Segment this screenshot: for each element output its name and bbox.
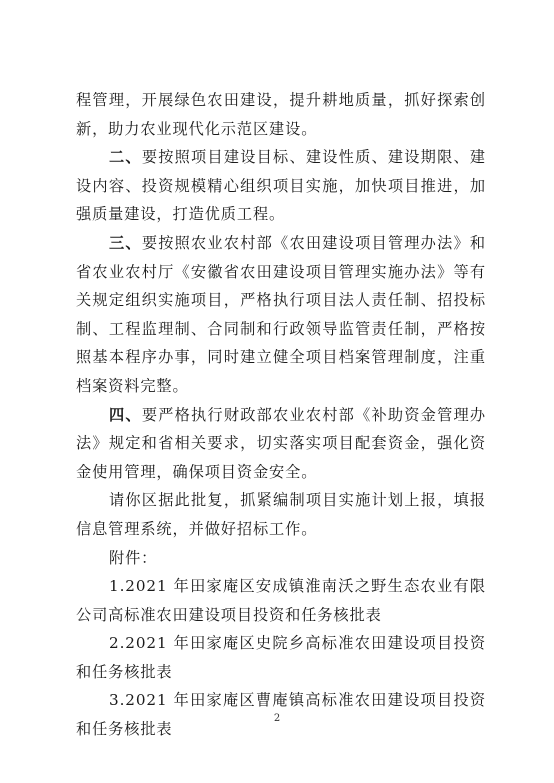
attachment-item-3: 3.2021 年田家庵区曹庵镇高标准农田建设项目投资和任务核批表 xyxy=(76,691,486,739)
paragraph-continuation xyxy=(76,86,486,143)
paragraph-number: 二、 xyxy=(109,148,142,167)
paragraph-number: 三、 xyxy=(109,233,142,252)
paragraph-item-3 xyxy=(76,229,486,401)
paragraph-instruction xyxy=(76,486,486,543)
paragraph-text: 要按照项目建设目标、建设性质、建设期限、建设内容、投资规模精心组织项目实施，加快项目推进，加强质量建设，打造优质工程。 xyxy=(76,148,486,224)
paragraph-text: 请你区据此批复，抓紧编制项目实施计划上报，填报信息管理系统，并做好招标工作。 xyxy=(76,491,486,538)
attachments-label: 附件： xyxy=(109,548,158,567)
paragraph-item-2 xyxy=(76,143,486,229)
paragraph-text: 程管理，开展绿色农田建设，提升耕地质量，抓好探索创新，助力农业现代化示范区建设。 xyxy=(76,91,486,138)
attachment-item-2: 2.2021 年田家庵区史院乡高标准农田建设项目投资和任务核批表 xyxy=(76,634,486,681)
paragraph-text: 要严格执行财政部农业农村部《补助资金管理办法》规定和省相关要求，切实落实项目配套资金，强化资金使用管理，确保项目资金安全。 xyxy=(76,405,486,481)
paragraph-number: 四、 xyxy=(109,405,142,424)
document-body xyxy=(76,86,486,744)
attachment-item-1: 1.2021 年田家庵区安成镇淮南沃之野生态农业有限公司高标准农田建设项目投资和任务核批表 xyxy=(76,577,486,624)
paragraph-item-4 xyxy=(76,401,486,487)
page-number: 2 xyxy=(273,713,281,724)
paragraph-text: 要按照农业农村部《农田建设项目管理办法》和省农业农村厅《安徽省农田建设项目管理实施办法》等有关规定组织实施项目，严格执行项目法人责任制、招投标制、工程监理制、合同制和行政领导监管责任制，严格按照基本程序办事，同时建立健全项目档案管理制度，注重档案资料完整。 xyxy=(76,233,486,395)
